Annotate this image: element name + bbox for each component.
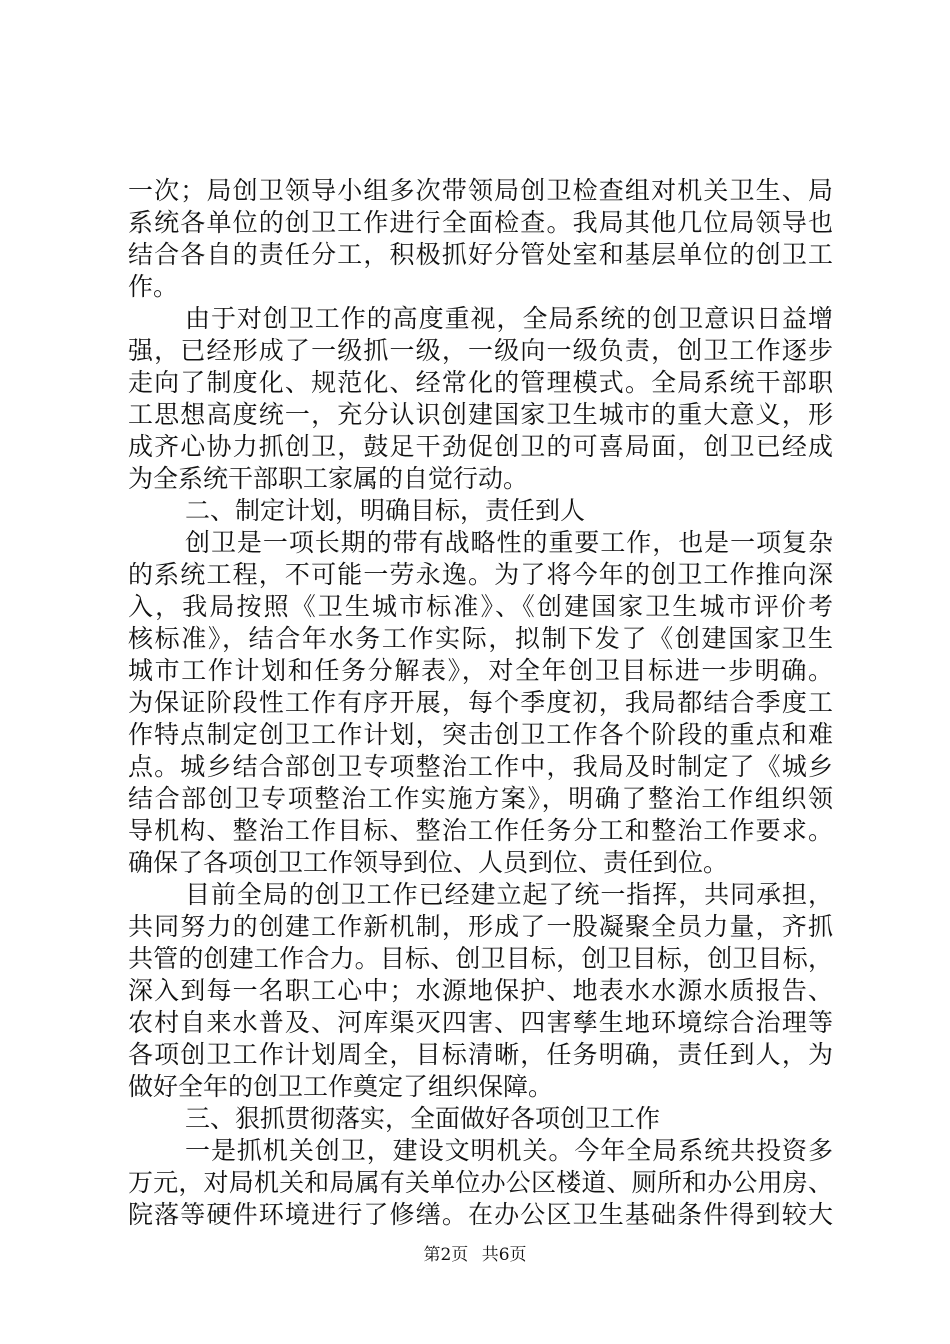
text-line: 共管的创建工作合力。目标、创卫目标，创卫目标，创卫目标， [128,944,833,973]
text-line: 院落等硬件环境进行了修缮。在办公区卫生基础条件得到较大 [128,1200,833,1229]
text-line: 系统各单位的创卫工作进行全面检查。我局其他几位局领导也 [128,208,833,237]
text-line: 创卫是一项长期的带有战略性的重要工作，也是一项复杂 [185,528,833,557]
text-line: 核标准》，结合年水务工作实际，拟制下发了《创建国家卫生 [128,624,833,653]
text-line: 作。 [128,272,179,301]
text-line: 走向了制度化、规范化、经常化的管理模式。全局系统干部职 [128,368,833,397]
text-line: 三、狠抓贯彻落实，全面做好各项创卫工作 [185,1104,661,1133]
text-line: 共同努力的创建工作新机制，形成了一股凝聚全员力量，齐抓 [128,912,833,941]
text-line: 一次；局创卫领导小组多次带领局创卫检查组对机关卫生、局 [128,176,833,205]
text-line: 确保了各项创卫工作领导到位、人员到位、责任到位。 [128,848,729,877]
text-line: 深入到每一名职工心中；水源地保护、地表水水源水质报告、 [128,976,833,1005]
text-line: 做好全年的创卫工作奠定了组织保障。 [128,1072,554,1101]
text-line: 的系统工程，不可能一劳永逸。为了将今年的创卫工作推向深 [128,560,833,589]
text-line: 工思想高度统一，充分认识创建国家卫生城市的重大意义，形 [128,400,833,429]
text-line: 点。城乡结合部创卫专项整治工作中，我局及时制定了《城乡 [128,752,833,781]
page-number: 第2页 [423,1245,469,1265]
text-line: 为全系统干部职工家属的自觉行动。 [128,464,529,493]
document-body [128,175,833,1231]
text-line: 由于对创卫工作的高度重视，全局系统的创卫意识日益增 [185,304,833,333]
text-line: 目前全局的创卫工作已经建立起了统一指挥，共同承担， [185,880,833,909]
text-line: 结合各自的责任分工，积极抓好分管处室和基层单位的创卫工 [128,240,833,269]
text-line: 万元，对局机关和局属有关单位办公区楼道、厕所和办公用房、 [128,1168,833,1197]
text-line: 城市工作计划和任务分解表》，对全年创卫目标进一步明确。 [128,656,833,685]
text-line: 一是抓机关创卫，建设文明机关。今年全局系统共投资多 [185,1136,833,1165]
text-line: 作特点制定创卫工作计划，突击创卫工作各个阶段的重点和难 [128,720,833,749]
text-line: 结合部创卫专项整治工作实施方案》，明确了整治工作组织领 [128,784,833,813]
text-line: 入，我局按照《卫生城市标准》、《创建国家卫生城市评价考 [128,592,833,621]
text-line: 强，已经形成了一级抓一级，一级向一级负责，创卫工作逐步 [128,336,833,365]
page-total: 共6页 [481,1245,527,1265]
text-line: 导机构、整治工作目标、整治工作任务分工和整治工作要求。 [128,816,833,845]
text-line: 成齐心协力抓创卫，鼓足干劲促创卫的可喜局面，创卫已经成 [128,432,833,461]
text-line: 各项创卫工作计划周全，目标清晰，任务明确，责任到人，为 [128,1040,833,1069]
text-line: 为保证阶段性工作有序开展，每个季度初，我局都结合季度工 [128,688,833,717]
text-line: 农村自来水普及、河库渠灭四害、四害孳生地环境综合治理等 [128,1008,833,1037]
page-footer [0,1244,950,1266]
text-line: 二、制定计划，明确目标，责任到人 [185,496,586,525]
